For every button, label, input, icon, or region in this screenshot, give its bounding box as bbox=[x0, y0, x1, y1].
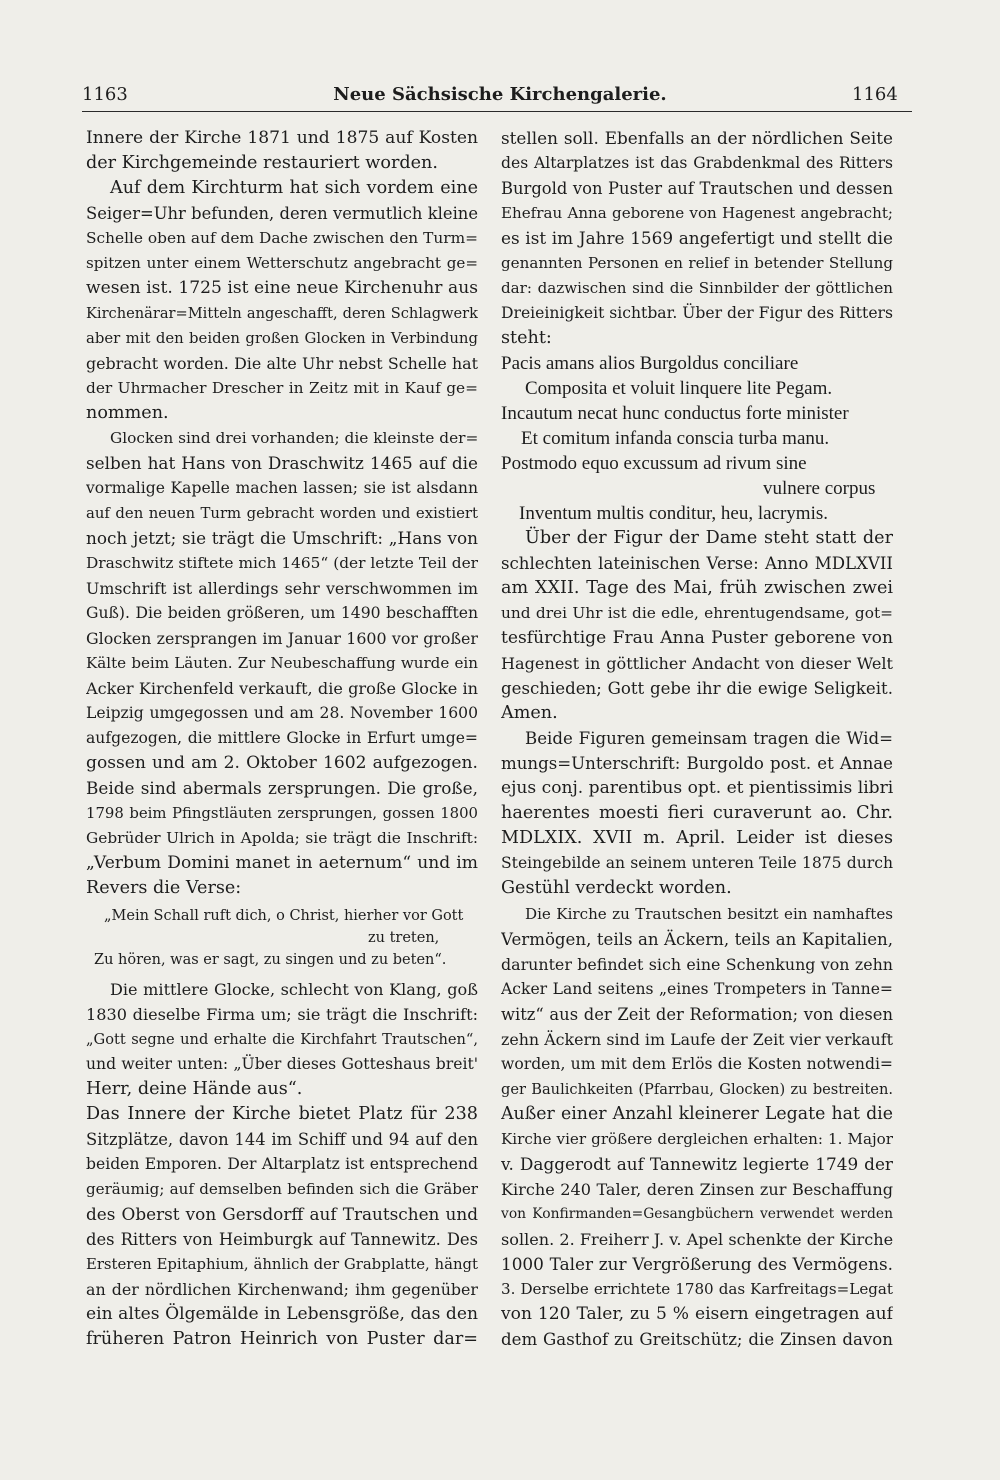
text-line: Über der Figur der Dame steht statt der bbox=[525, 528, 893, 548]
text-line: MDLXIX. XVII m. April. Leider ist dieses bbox=[501, 828, 893, 848]
text-line: Glocken zersprangen im Januar 1600 vor großer bbox=[86, 629, 478, 648]
text-line: dem Gasthof zu Greitschütz; die Zinsen davon bbox=[501, 1330, 893, 1349]
text-line: Kirche 240 Taler, deren Zinsen zur Beschaffung bbox=[501, 1180, 893, 1199]
text-line: Herr, deine Hände aus“. bbox=[86, 1079, 303, 1099]
page-number-left: 1163 bbox=[82, 84, 128, 105]
text-line: Hagenest in göttlicher Andacht von dieser Welt bbox=[501, 654, 893, 673]
text-line: haerentes moesti fieri curaverunt ao. Chr. bbox=[501, 803, 893, 823]
text-line: aufgezogen, die mittlere Glocke in Erfurt umge= bbox=[86, 729, 478, 747]
text-line: ger Baulichkeiten (Pfarrbau, Glocken) zu bestreiten. bbox=[501, 1081, 893, 1098]
text-line: Beide Figuren gemeinsam tragen die Wid= bbox=[525, 729, 893, 748]
text-line: Acker Kirchenfeld verkauft, die große Glocke in bbox=[86, 679, 478, 698]
text-line: Ehefrau Anna geborene von Hagenest angebracht; bbox=[501, 204, 893, 222]
text-line: dar: dazwischen sind die Sinnbilder der göttlichen bbox=[501, 279, 893, 297]
latin-verse-line: Inventum multis conditur, heu, lacrymis. bbox=[519, 503, 828, 524]
text-line: Steingebilde an seinem unteren Teile 1875 durch bbox=[501, 854, 893, 872]
text-line: 1830 dieselbe Firma um; sie trägt die Inschrift: bbox=[86, 1005, 478, 1024]
text-line: nommen. bbox=[86, 403, 169, 423]
text-line: „Verbum Domini manet in aeternum“ und im bbox=[86, 853, 478, 873]
text-line: der Uhrmacher Drescher in Zeitz mit in Kauf ge= bbox=[86, 379, 478, 397]
text-line: Seiger=Uhr befunden, deren vermutlich kleine bbox=[86, 204, 478, 223]
verse-line: Zu hören, was er sagt, zu singen und zu beten“. bbox=[94, 952, 447, 968]
text-line: des Ritters von Heimburgk auf Tannewitz. Des bbox=[86, 1230, 478, 1249]
text-line: Glocken sind drei vorhanden; die kleinste der= bbox=[110, 429, 478, 447]
text-line: Kälte beim Läuten. Zur Neubeschaffung wurde ein bbox=[86, 654, 478, 672]
text-line: tesfürchtige Frau Anna Puster geborene von bbox=[501, 628, 893, 648]
page-number-right: 1164 bbox=[852, 84, 898, 105]
text-line: spitzen unter einem Wetterschutz angebracht ge= bbox=[86, 254, 478, 272]
text-line: Leipzig umgegossen und am 28. November 1600 bbox=[86, 704, 478, 722]
text-line: des Altarplatzes ist das Grabdenkmal des Ritters bbox=[501, 154, 893, 172]
text-line: darunter befindet sich eine Schenkung von zehn bbox=[501, 955, 893, 974]
text-line: mungs=Unterschrift: Burgoldo post. et Annae bbox=[501, 754, 893, 773]
text-line: Dreieinigkeit sichtbar. Über der Figur des Ritters bbox=[501, 304, 893, 322]
latin-verse-line: Incautum necat hunc conductus forte minister bbox=[501, 403, 849, 424]
text-line: Umschrift ist allerdings sehr verschwommen im bbox=[86, 579, 478, 598]
text-line: Gebrüder Ulrich in Apolda; sie trägt die Inschrift: bbox=[86, 829, 478, 847]
text-line: gebracht worden. Die alte Uhr nebst Schelle hat bbox=[86, 354, 478, 373]
text-line: Burgold von Puster auf Trautschen und dessen bbox=[501, 179, 893, 198]
text-line: Auf dem Kirchturm hat sich vordem eine bbox=[110, 178, 478, 198]
latin-verse-line: Et comitum infanda conscia turba manu. bbox=[521, 428, 830, 449]
verse-line: zu treten, bbox=[368, 930, 440, 946]
text-line: und weiter unten: „Über dieses Gotteshaus breit' bbox=[86, 1055, 478, 1073]
text-line: ein altes Ölgemälde in Lebensgröße, das den bbox=[86, 1304, 478, 1324]
verse-line: „Mein Schall ruft dich, o Christ, hierher vor Gott bbox=[104, 908, 464, 924]
text-line: Vermögen, teils an Äckern, teils an Kapitalien, bbox=[501, 930, 893, 949]
text-line: Kirchenärar=Mitteln angeschafft, deren Schlagwerk bbox=[86, 305, 478, 322]
text-line: Acker Land seitens „eines Trompeters in Tanne= bbox=[501, 980, 893, 998]
text-line: schlechten lateinischen Verse: Anno MDLXVII bbox=[501, 554, 893, 573]
text-line: Draschwitz stiftete mich 1465“ (der letzte Teil der bbox=[86, 554, 478, 572]
text-line: Das Innere der Kirche bietet Platz für 238 bbox=[86, 1104, 478, 1124]
text-line: selben hat Hans von Draschwitz 1465 auf die bbox=[86, 453, 478, 473]
text-line: sollen. 2. Freiherr J. v. Apel schenkte der Kirche bbox=[501, 1230, 893, 1249]
text-line: Innere der Kirche 1871 und 1875 auf Kosten bbox=[86, 128, 478, 148]
text-line: früheren Patron Heinrich von Puster dar= bbox=[86, 1329, 478, 1349]
text-line: vormalige Kapelle machen lassen; sie ist alsdann bbox=[86, 479, 478, 497]
text-line: v. Daggerodt auf Tannewitz legierte 1749 der bbox=[501, 1154, 893, 1174]
text-line: des Oberst von Gersdorff auf Trautschen und bbox=[86, 1204, 478, 1224]
text-line: an der nördlichen Kirchenwand; ihm gegenüber bbox=[86, 1280, 478, 1299]
latin-verse-line: vulnere corpus bbox=[763, 478, 876, 499]
text-line: „Gott segne und erhalte die Kirchfahrt Trautschen“, bbox=[86, 1031, 478, 1048]
text-line: Ersteren Epitaphium, ähnlich der Grabplatte, hängt bbox=[86, 1255, 478, 1273]
text-line: Außer einer Anzahl kleinerer Legate hat die bbox=[501, 1104, 893, 1124]
text-line: Schelle oben auf dem Dache zwischen den Turm= bbox=[86, 229, 478, 247]
text-line: aber mit den beiden großen Glocken in Verbindung bbox=[86, 329, 478, 347]
text-line: Beide sind abermals zersprungen. Die große, bbox=[86, 778, 478, 798]
running-title: Neue Sächsische Kirchengalerie. bbox=[333, 84, 667, 105]
text-line: 3. Derselbe errichtete 1780 das Karfreitags=Legat bbox=[501, 1280, 893, 1298]
text-line: wesen ist. 1725 ist eine neue Kirchenuhr aus bbox=[86, 278, 478, 298]
text-line: geschieden; Gott gebe ihr die ewige Seligkeit. bbox=[501, 679, 893, 698]
latin-verse-line: Composita et voluit linquere lite Pegam. bbox=[525, 378, 833, 399]
latin-verse-line: Pacis amans alios Burgoldus conciliare bbox=[501, 353, 799, 374]
text-line: 1798 beim Pfingstläuten zersprungen, gossen 1800 bbox=[86, 804, 478, 822]
text-line: von Konfirmanden=Gesangbüchern verwendet werden bbox=[501, 1206, 893, 1222]
text-line: genannten Personen en relief in betender Stellung bbox=[501, 254, 893, 272]
text-line: Sitzplätze, davon 144 im Schiff und 94 auf den bbox=[86, 1130, 478, 1149]
text-line: geräumig; auf demselben befinden sich die Gräber bbox=[86, 1180, 478, 1198]
text-line: witz“ aus der Zeit der Reformation; von diesen bbox=[501, 1005, 893, 1024]
text-line: am XXII. Tage des Mai, früh zwischen zwei bbox=[501, 578, 893, 598]
text-line: ejus conj. parentibus opt. et pientissimis libri bbox=[501, 778, 893, 798]
text-line: stellen soll. Ebenfalls an der nördlichen Seite bbox=[501, 128, 893, 148]
text-line: und drei Uhr ist die edle, ehrentugendsame, got= bbox=[501, 604, 893, 622]
text-line: der Kirchgemeinde restauriert worden. bbox=[86, 153, 438, 173]
text-line: es ist im Jahre 1569 angefertigt und stellt die bbox=[501, 228, 893, 248]
text-line: auf den neuen Turm gebracht worden und existiert bbox=[86, 504, 478, 522]
text-line: beiden Emporen. Der Altarplatz ist entsprechend bbox=[86, 1155, 478, 1173]
text-line: von 120 Taler, zu 5 % eisern eingetragen auf bbox=[501, 1304, 893, 1324]
text-line: gossen und am 2. Oktober 1602 aufgezogen. bbox=[86, 753, 478, 773]
text-line: Die Kirche zu Trautschen besitzt ein namhaftes bbox=[525, 905, 893, 923]
text-line: steht: bbox=[501, 328, 552, 348]
latin-verse-line: Postmodo equo excussum ad rivum sine bbox=[501, 453, 807, 474]
text-line: Gestühl verdeckt worden. bbox=[501, 878, 732, 898]
header-rule bbox=[82, 111, 912, 112]
text-line: 1000 Taler zur Vergrößerung des Vermögens. bbox=[501, 1254, 893, 1274]
text-line: Kirche vier größere dergleichen erhalten: 1. Major bbox=[501, 1130, 893, 1148]
text-line: Die mittlere Glocke, schlecht von Klang, goß bbox=[110, 980, 478, 999]
text-line: Amen. bbox=[501, 703, 558, 723]
text-line: worden, um mit dem Erlös die Kosten notwendi= bbox=[501, 1055, 893, 1073]
text-line: zehn Äckern sind im Laufe der Zeit vier verkauft bbox=[501, 1030, 893, 1049]
text-line: Revers die Verse: bbox=[86, 878, 242, 898]
text-line: Guß). Die beiden größeren, um 1490 beschafften bbox=[86, 604, 478, 622]
text-line: noch jetzt; sie trägt die Umschrift: „Hans von bbox=[86, 528, 478, 548]
